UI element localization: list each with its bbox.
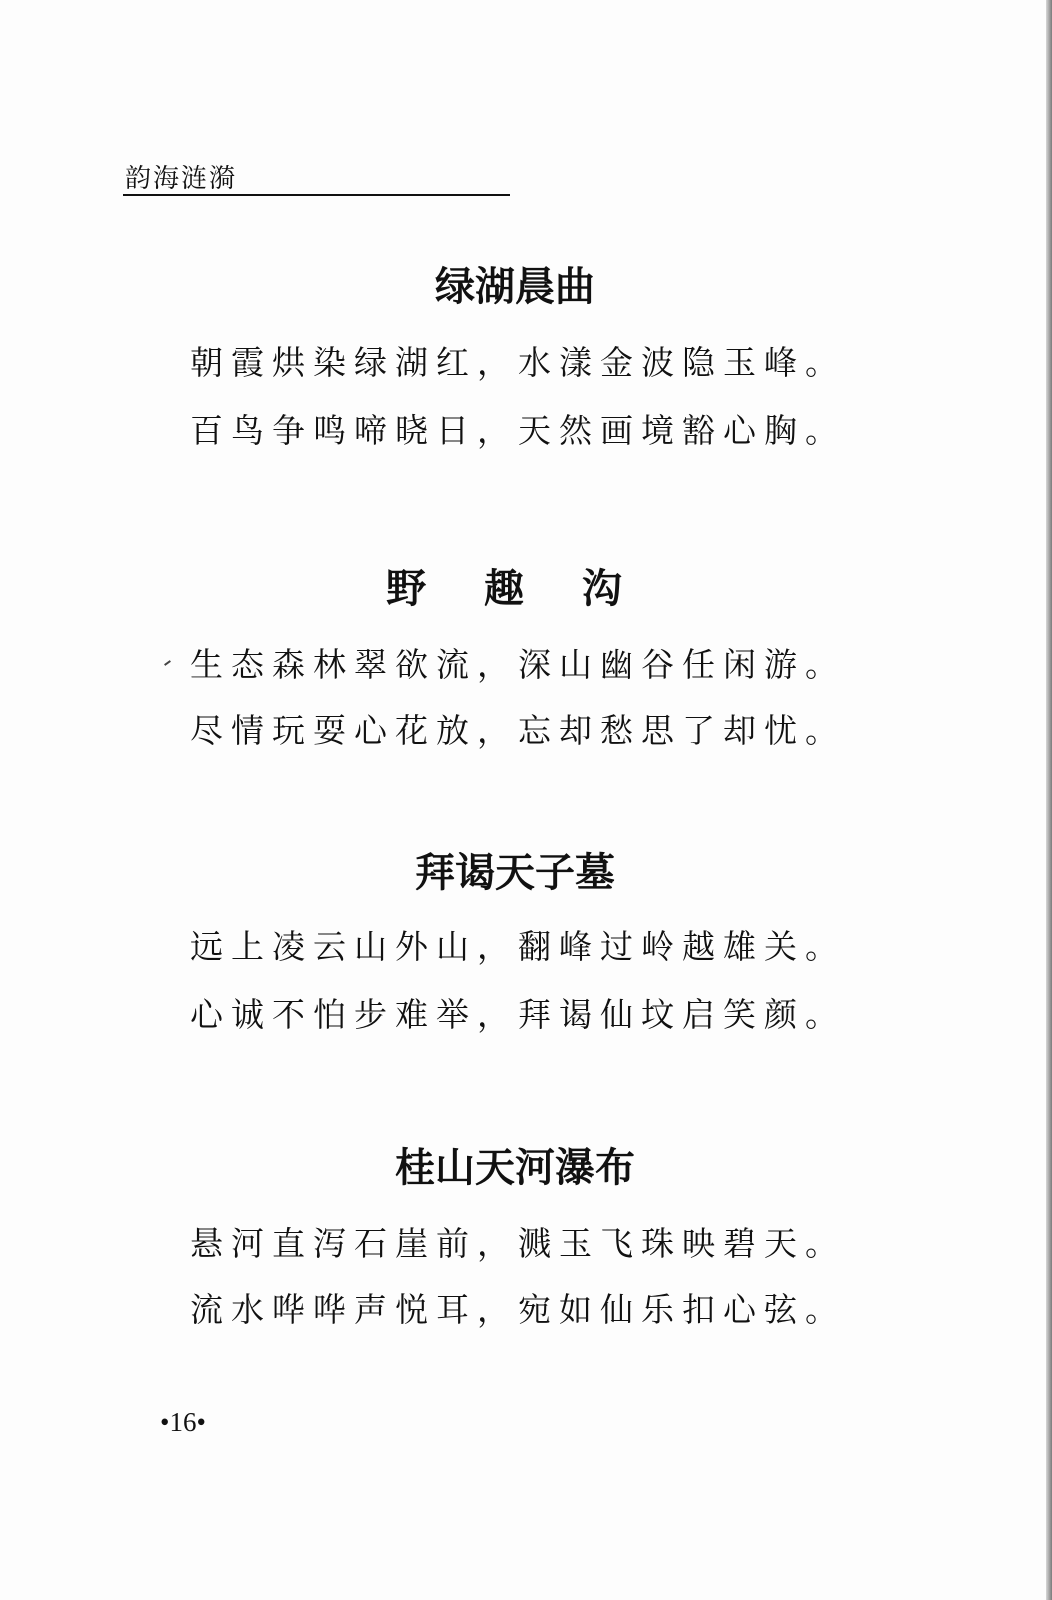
poem-title: 拜谒天子墓 [415, 850, 615, 896]
running-head: 韵海涟漪 [125, 164, 238, 194]
poem-title: 桂山天河瀑布 [395, 1145, 635, 1191]
poem-title: 野 趣 沟 [386, 566, 644, 612]
header-rule [123, 194, 510, 196]
poem-line: 悬河直泻石崖前，溅玉飞珠映碧天。 [190, 1224, 846, 1263]
poem-line: 百鸟争鸣啼晓日，天然画境豁心胸。 [190, 411, 846, 450]
poem-line: 生态森林翠欲流，深山幽谷任闲游。 [190, 645, 846, 684]
poem-line: 心诚不怕步难举，拜谒仙坟启笑颜。 [190, 995, 846, 1034]
poem-line: 远上凌云山外山，翻峰过岭越雄关。 [190, 927, 846, 966]
poem-line: 尽情玩耍心花放，忘却愁思了却忧。 [190, 711, 846, 750]
poem-line: 流水哗哗声悦耳，宛如仙乐扣心弦。 [190, 1290, 846, 1329]
page-number: •16• [160, 1407, 206, 1437]
poem-line: 朝霞烘染绿湖红，水漾金波隐玉峰。 [190, 343, 846, 382]
poem-title: 绿湖晨曲 [435, 264, 595, 310]
page-edge-shadow [1046, 0, 1052, 1600]
stray-mark [164, 660, 171, 666]
